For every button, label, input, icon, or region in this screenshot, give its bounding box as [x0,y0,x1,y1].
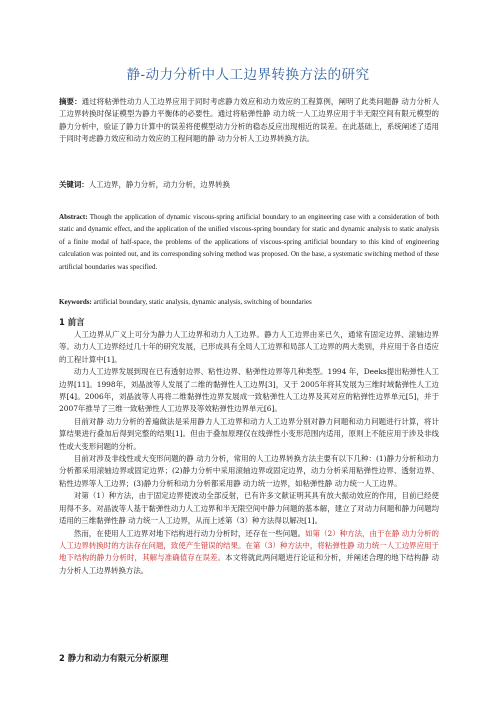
p6-highlighted-problem: 如第（2）种方法，由于在静 动力分析的人工边界转换时的方法存在问题，致使产生错误的结果。在第（3）种方法中，将粘弹性静 动力统一人工边界应用于地下结构的静力分析时，其解与准确值存在误差。 [59,528,439,563]
keywords-en [59,296,439,308]
section1-paragraph-1: 人工边界从广义上可分为静力人工边界和动力人工边界。静力人工边界由来已久，通常有固定边界、滚轴边界等。动力人工边界经过几十年的研究发展，已形成具有全局人工边界和局部人工边界的两大类别，并应用于各自适应的工程计算中[1]。 [59,330,439,364]
section2-heading: 2 静力和动力有限元分析原理 [59,653,169,663]
abstract-en-label: Abstract: [59,213,88,221]
abstract-zh-text: 通过将粘弹性动力人工边界应用于同时考虑静力效应和动力效应的工程算例，阐明了此类问题静 动力分析人工边界转换时保证模型为静力平衡体的必要性。通过将粘弹性静 动力统一人工边界应用于半无限空间有限元模型的静力分析中，验证了静力计算中的误差将使模型动力分析的稳态反应出现相近的误差。在此基础上，系统阐述了适用于同时考虑静力效应和动力效应的工程问题的静 动力分析人工边界转换方法。 [59,97,440,144]
section1-paragraph-6 [59,528,439,578]
abstract-zh [59,96,439,146]
abstract-zh-label: 摘要： [59,97,82,106]
keywords-en-text: artificial boundary, static analysis, dynamic analysis, switching of boundaries [93,298,312,306]
section1-paragraph-4: 目前对涉及非线性或大变形问题的静 动力分析，常用的人工边界转换方法主要有以下几种：(1)静力分析和动力分析都采用滚轴边界或固定边界；(2)静力分析中采用滚轴边界或固定边界，动力分析采用粘弹性边界、透射边界、粘性边界等人工边界；(3)静力分析和动力分析都采用静 动力统一边界，如粘弹性静 动力统一人工边界。 [59,454,439,488]
keywords-en-label: Keywords: [59,298,92,306]
section1-heading: 1 前言 [59,317,85,327]
section1-paragraph-2: 动力人工边界发展到现在已有透射边界、粘性边界、粘弹性边界等几种类型。1994 年，Deeks提出粘弹性人工边界[11]。1998年，刘晶波等人发展了二维的黏弹性人工边界[3]，又于 2005年将其发展为三维时域黏弹性人工边界[4]。2006年，刘晶波等人再将二维黏弹性边界发展成一致粘弹性人工边界及其对应的粘弹性边界单元[5]，并于 2007年推导了三维一致粘弹性人工边界及等效粘弹性边界单元[6]。 [59,367,439,414]
p6-conclusion: 本文将就此两问题进行论证和分析，并阐述合理的地下结构静 动力分析人工边界转换方法。 [59,553,439,575]
section1-paragraph-5: 对第（1）种方法，由于固定边界使波动全部反射，已有许多文献证明其具有放大振动效应的作用，目前已经使用得不多。对晶波等人基于黏弹性动力人工边界和半无限空间中静力问题的基本解，建立了对动力问题和静力问题均适用的三维黏弹性静 动力统一人工边界，从而上述第（3）种方法得以解决[1]。 [59,491,439,526]
abstract-en-text: Though the application of dynamic viscous-spring artificial boundary to an engineering case with a consideration of both static and dynamic effect, and the application of the unified viscous-spring boundary for static and dynamic analysis to static analysis of a finite modal of half-space, the problems of the applications of viscous-spring artificial boundary to this kind of engineering calculation was pointed out, and its corresponding solving method was proposed. On the base, a systematic switching method of these artificial boundaries was specified. [59,213,439,271]
abstract-en [59,211,439,273]
keywords-zh-text: 人工边界，静力分析，动力分析，边界转换 [88,180,231,189]
keywords-zh [59,179,439,191]
paper-title: 静-动力分析中人工边界转换方法的研究 [126,67,370,83]
section1-body [59,329,439,577]
section1-paragraph-3: 目前对静 动力分析的普遍做法是采用静力人工边界和动力人工边界分别对静力问题和动力问题进行计算，将计算结果进行叠加后得到完整的结果[1]。但由于叠加原理仅在线弹性小变形范围内适用，原则上不能应用于涉及非线性或大变形问题的分析。 [59,416,439,451]
p6-intro: 然而，在使用人工边界对地下结构进行动力分析时，还存在一些问题。 [73,528,306,538]
keywords-zh-label: 关键词： [59,180,89,189]
